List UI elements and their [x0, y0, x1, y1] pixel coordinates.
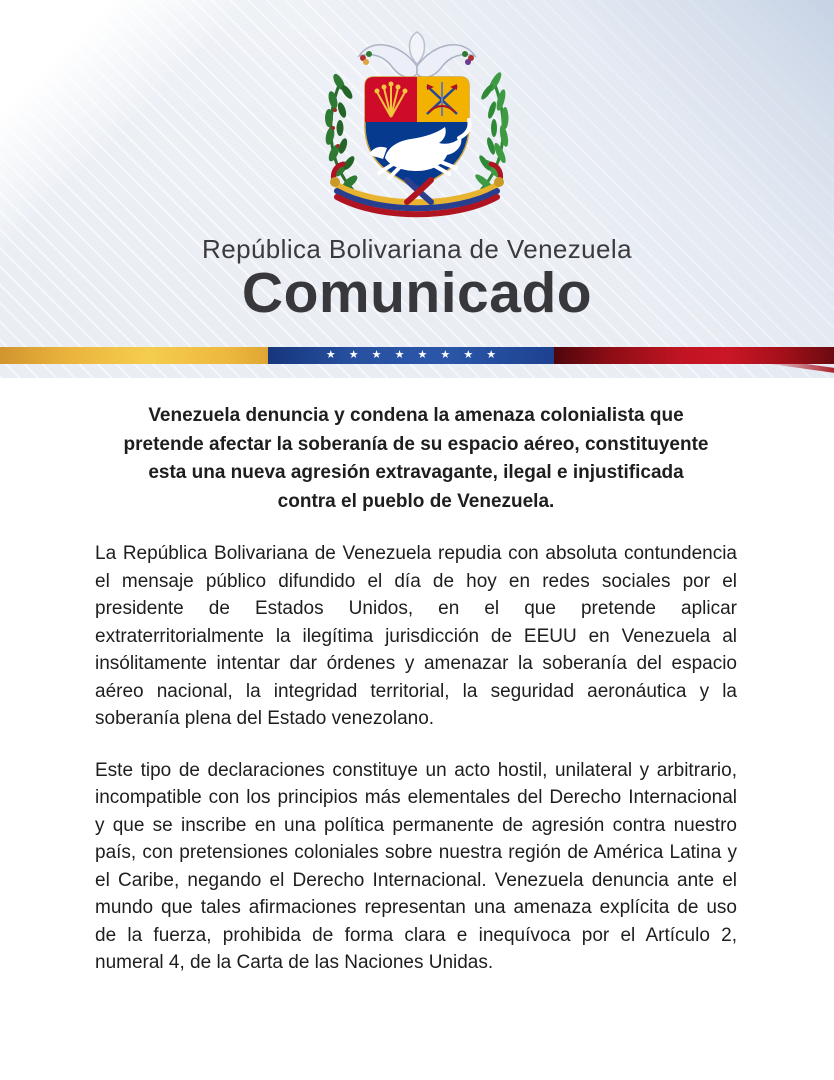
headline-line: esta una nueva agresión extravagante, ilegal e injustificada — [148, 462, 684, 483]
country-title: República Bolivariana de Venezuela — [202, 234, 632, 264]
flag-bar-blue-segment — [268, 347, 554, 364]
communique-headline — [95, 402, 737, 516]
headline-line: pretende afectar la soberanía de su espacio aéreo, constituyente — [123, 433, 709, 455]
headline-line: contra el pueblo de Venezuela. — [277, 490, 555, 512]
document-type-title: Comunicado — [241, 261, 593, 325]
tricolor-flag-bar — [0, 347, 834, 364]
headline-line: Venezuela denuncia y condena la amenaza colonialista que — [148, 405, 684, 426]
flag-stars-icon: ★ ★ ★ ★ ★ ★ ★ ★ — [325, 349, 497, 361]
header-band — [0, 0, 834, 378]
document-body — [95, 402, 737, 1001]
body-paragraph-2: Este tipo de declaraciones constituye un acto hostil, unilateral y arbitrario, incompatible con los principios más elementales del Derecho Internacional y que se inscribe en una política permanente de agresión contra nuestro país, con pretensiones coloniales sobre nuestra región de América Latina y el Caribe, negando el Derecho Internacional. Venezuela denuncia ante el mundo que tales afirmaciones representan una amenaza explícita de uso de la fuerza, prohibida de forma clara e inequívoca por el Artículo 2, numeral 4, de la Carta de las Naciones Unidas. — [95, 759, 737, 973]
body-paragraph-1: La República Bolivariana de Venezuela repudia con absoluta contundencia el mensaje público difundido el día de hoy en redes sociales por el presidente de Estados Unidos, en el que pretende aplicar extraterritorialmente la ilegítima jurisdicción de EEUU en Venezuela al insólitamente intentar dar órdenes y amenazar la soberanía del espacio aéreo nacional, la integridad territorial, la seguridad aeronáutica y la soberanía plena del Estado venezolano. — [95, 543, 737, 729]
flag-bar-yellow-segment — [0, 347, 268, 364]
venezuela-coat-of-arms-icon — [319, 22, 515, 227]
